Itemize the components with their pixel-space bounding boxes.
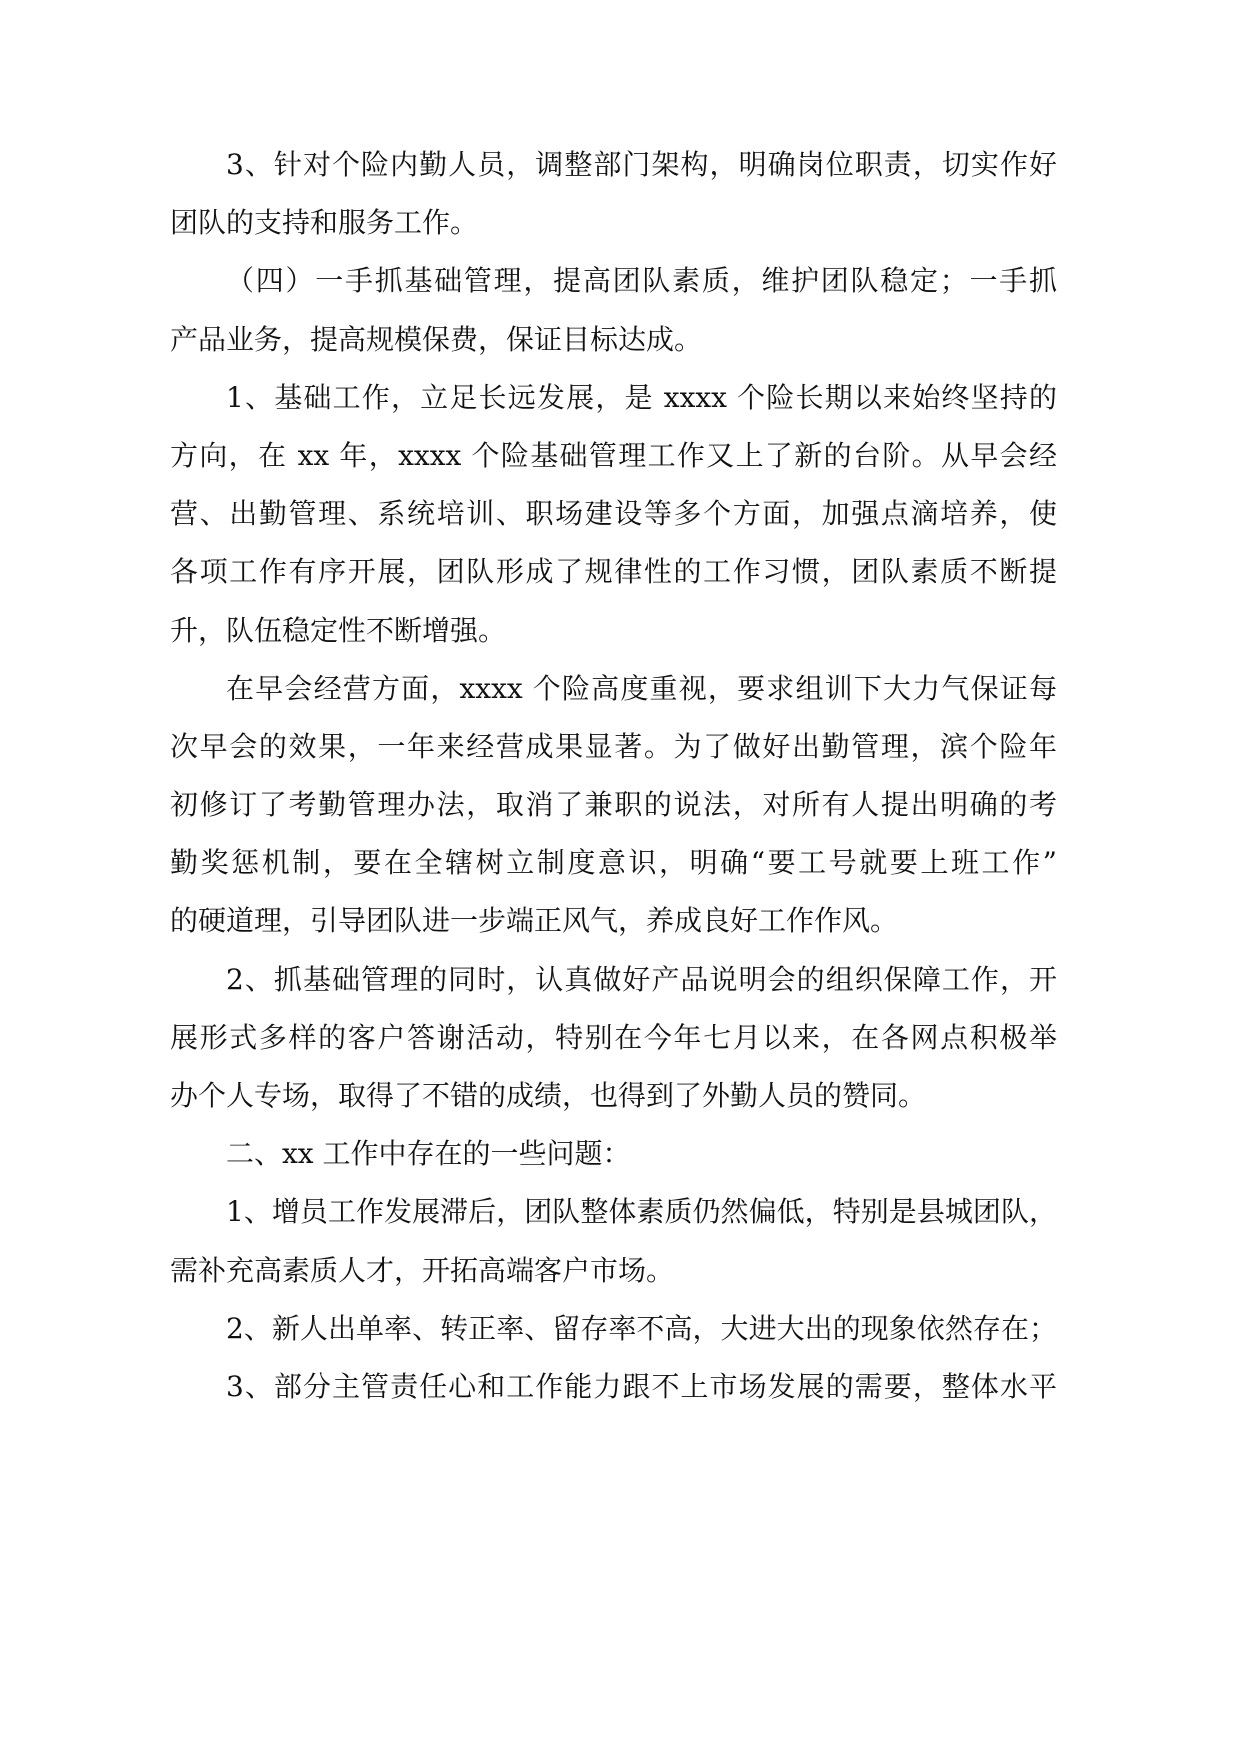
paragraph-line: 在早会经营方面，xxxx 个险高度重视，要求组训下大力气保证每 bbox=[226, 671, 1057, 705]
paragraph-line: 二、xx 工作中存在的一些问题： bbox=[226, 1137, 631, 1171]
problem-item-1 bbox=[170, 1183, 1057, 1299]
paragraph-line: （四）一手抓基础管理，提高团队素质，维护团队稳定；一手抓 bbox=[226, 264, 1057, 298]
paragraph-line: 2、抓基础管理的同时，认真做好产品说明会的组织保障工作，开 bbox=[226, 962, 1057, 996]
paragraph-line: 次早会的效果，一年来经营成果显著。为了做好出勤管理，滨个险年 bbox=[170, 729, 1057, 763]
section-heading-problems bbox=[170, 1125, 1057, 1183]
paragraph-support-work bbox=[170, 136, 1057, 252]
paragraph-basic-work bbox=[170, 369, 1057, 660]
paragraph-line: 产品业务，提高规模保费，保证目标达成。 bbox=[170, 322, 703, 356]
paragraph-line: 的硬道理，引导团队进一步端正风气，养成良好工作作风。 bbox=[170, 904, 899, 938]
paragraph-line: 升，队伍稳定性不断增强。 bbox=[170, 613, 507, 647]
paragraph-line: 2、新人出单率、转正率、留存率不高，大进大出的现象依然存在； bbox=[226, 1311, 1057, 1345]
paragraph-line: 初修订了考勤管理办法，取消了兼职的说法，对所有人提出明确的考 bbox=[170, 788, 1057, 822]
paragraph-line: 方向，在 xx 年，xxxx 个险基础管理工作又上了新的台阶。从早会经 bbox=[170, 438, 1057, 472]
paragraph-line: 1、基础工作，立足长远发展，是 xxxx 个险长期以来始终坚持的 bbox=[226, 380, 1057, 414]
problem-item-2 bbox=[170, 1300, 1057, 1358]
paragraph-line: 需补充高素质人才，开拓高端客户市场。 bbox=[170, 1253, 675, 1287]
paragraph-line: 1、增员工作发展滞后，团队整体素质仍然偏低，特别是县城团队， bbox=[226, 1195, 1057, 1229]
problem-item-3 bbox=[170, 1358, 1057, 1416]
paragraph-morning-meeting bbox=[170, 660, 1057, 951]
paragraph-line: 各项工作有序开展，团队形成了规律性的工作习惯，团队素质不断提 bbox=[170, 555, 1057, 589]
paragraph-line: 3、部分主管责任心和工作能力跟不上市场发展的需要，整体水平 bbox=[226, 1369, 1057, 1403]
paragraph-line: 办个人专场，取得了不错的成绩，也得到了外勤人员的赞同。 bbox=[170, 1079, 927, 1112]
paragraph-line: 展形式多样的客户答谢活动，特别在今年七月以来，在各网点积极举 bbox=[170, 1020, 1057, 1054]
paragraph-product-briefings bbox=[170, 951, 1057, 1126]
paragraph-line: 团队的支持和服务工作。 bbox=[170, 206, 479, 240]
document-body bbox=[170, 136, 1057, 1416]
paragraph-line: 3、针对个险内勤人员，调整部门架构，明确岗位职责，切实作好 bbox=[226, 148, 1057, 181]
paragraph-line: 勤奖惩机制，要在全辖树立制度意识，明确“要工号就要上班工作” bbox=[170, 846, 1057, 880]
paragraph-line: 营、出勤管理、系统培训、职场建设等多个方面，加强点滴培养，使 bbox=[170, 497, 1057, 531]
section-heading-four bbox=[170, 252, 1057, 368]
